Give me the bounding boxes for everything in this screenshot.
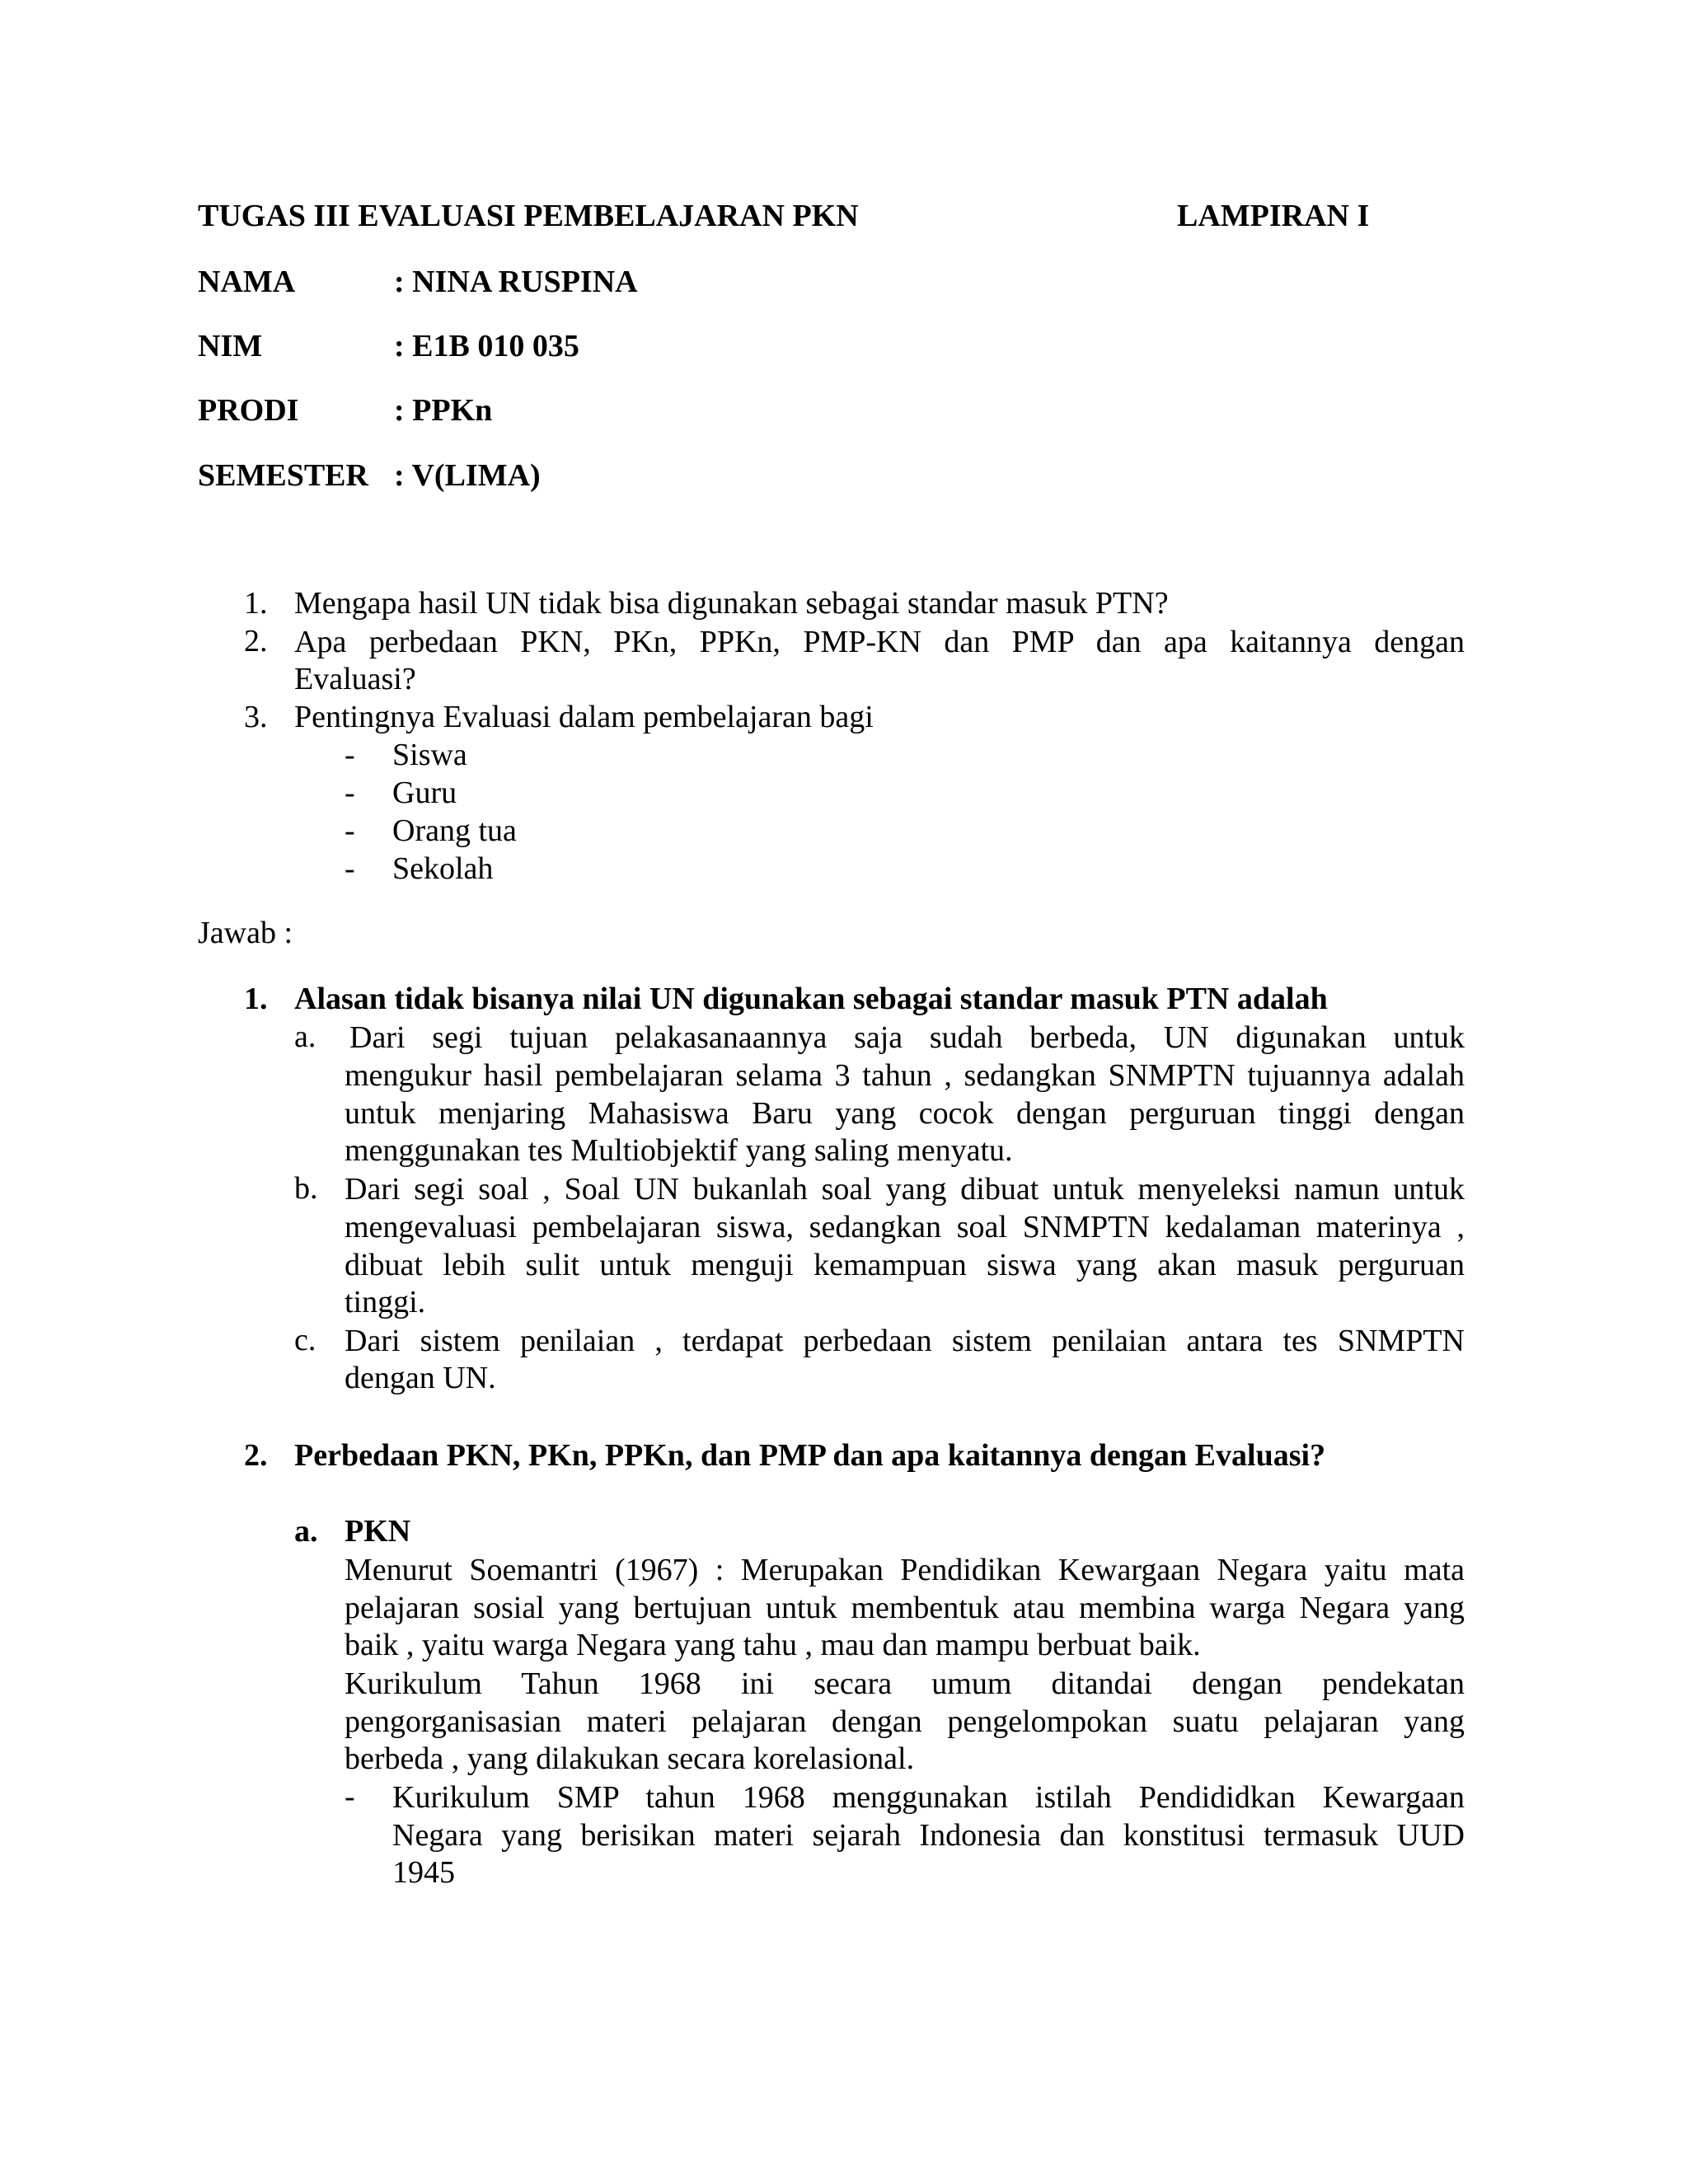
answer-text-line: untuk menjaring Mahasiswa Baru yang cocok dengan perguruan tinggi dengan (345, 1096, 1465, 1131)
question-text: Apa perbedaan PKN, PKn, PPKn, PMP-KN dan PMP dan apa kaitannya dengan (294, 625, 1465, 659)
answer-text-line: menggunakan tes Multiobjektif yang saling menyatu. (345, 1133, 1013, 1168)
field-key: SEMESTER (198, 458, 368, 493)
item-label: a. (294, 1019, 316, 1054)
list-item: Sekolah (392, 851, 494, 886)
answer-text-line: dibuat lebih sulit untuk menguji kemampuan siswa yang akan masuk perguruan (345, 1248, 1465, 1282)
answer-text-line: pelajaran sosial yang bertujuan untuk membentuk atau membina warga Negara yang (345, 1591, 1465, 1625)
answer-text-line: 1945 (392, 1855, 455, 1890)
answer-number: 2. (244, 1438, 268, 1473)
list-item: Guru (392, 776, 457, 810)
answer-text-line: Dari segi tujuan pelakasanaannya saja sudah berbeda, UN digunakan untuk (349, 1020, 1465, 1055)
answer-text-line: Dari sistem penilaian , terdapat perbedaan sistem penilaian antara tes SNMPTN (345, 1324, 1465, 1358)
answer-text-line: Kurikulum SMP tahun 1968 menggunakan istilah Pendididkan Kewargaan (392, 1780, 1465, 1815)
answer-text-line: Menurut Soemantri (1967) : Merupakan Pendidikan Kewargaan Negara yaitu mata (345, 1553, 1465, 1587)
answer-text-line: tinggi. (345, 1285, 426, 1319)
answer-text-line: baik , yaitu warga Negara yang tahu , mau dan mampu berbuat baik. (345, 1628, 1201, 1662)
field-key: NAMA (198, 265, 296, 299)
field-value: : NINA RUSPINA (394, 265, 638, 299)
answer-heading: Perbedaan PKN, PKn, PPKn, dan PMP dan apa kaitannya dengan Evaluasi? (294, 1438, 1326, 1473)
answer-number: 1. (244, 982, 268, 1016)
bullet-dash: - (345, 813, 355, 848)
attachment-label: LAMPIRAN I (1177, 199, 1370, 233)
item-label: b. (294, 1171, 318, 1206)
bullet-dash: - (345, 851, 355, 886)
question-text: Evaluasi? (294, 662, 416, 696)
item-label: c. (294, 1323, 316, 1357)
field-key: PRODI (198, 393, 299, 428)
section-title: PKN (345, 1514, 411, 1549)
answer-text-line: Dari segi soal , Soal UN bukanlah soal yang dibuat untuk menyeleksi namun untuk (345, 1172, 1465, 1207)
question-text: Pentingnya Evaluasi dalam pembelajaran bagi (294, 700, 874, 734)
question-text: Mengapa hasil UN tidak bisa digunakan sebagai standar masuk PTN? (294, 586, 1169, 621)
answer-text-line: berbeda , yang dilakukan secara korelasional. (345, 1741, 915, 1776)
question-number: 2. (244, 624, 268, 658)
question-number: 1. (244, 586, 268, 621)
list-item: Siswa (392, 738, 467, 772)
answer-text-line: Negara yang berisikan materi sejarah Indonesia dan konstitusi termasuk UUD (392, 1818, 1465, 1853)
answer-text-line: mengukur hasil pembelajaran selama 3 tahun , sedangkan SNMPTN tujuannya adalah (345, 1058, 1465, 1093)
bullet-dash: - (345, 1779, 355, 1814)
answer-text-line: pengorganisasian materi pelajaran dengan pengelompokan suatu pelajaran yang (345, 1704, 1465, 1739)
field-value: : V(LIMA) (394, 458, 541, 493)
answer-text-line: Kurikulum Tahun 1968 ini secara umum ditandai dengan pendekatan (345, 1666, 1465, 1701)
document-title: TUGAS III EVALUASI PEMBELAJARAN PKN (198, 199, 859, 233)
answer-label: Jawab : (198, 916, 293, 950)
list-item: Orang tua (392, 813, 517, 848)
field-value: : E1B 010 035 (394, 329, 579, 363)
bullet-dash: - (345, 776, 355, 810)
answer-text-line: mengevaluasi pembelajaran siswa, sedangkan soal SNMPTN kedalaman materinya , (345, 1210, 1465, 1244)
answer-heading: Alasan tidak bisanya nilai UN digunakan sebagai standar masuk PTN adalah (294, 982, 1328, 1016)
field-key: NIM (198, 329, 263, 363)
item-label: a. (294, 1514, 318, 1549)
bullet-dash: - (345, 738, 355, 772)
field-value: : PPKn (394, 393, 493, 428)
question-number: 3. (244, 700, 268, 734)
answer-text-line: dengan UN. (345, 1361, 496, 1395)
